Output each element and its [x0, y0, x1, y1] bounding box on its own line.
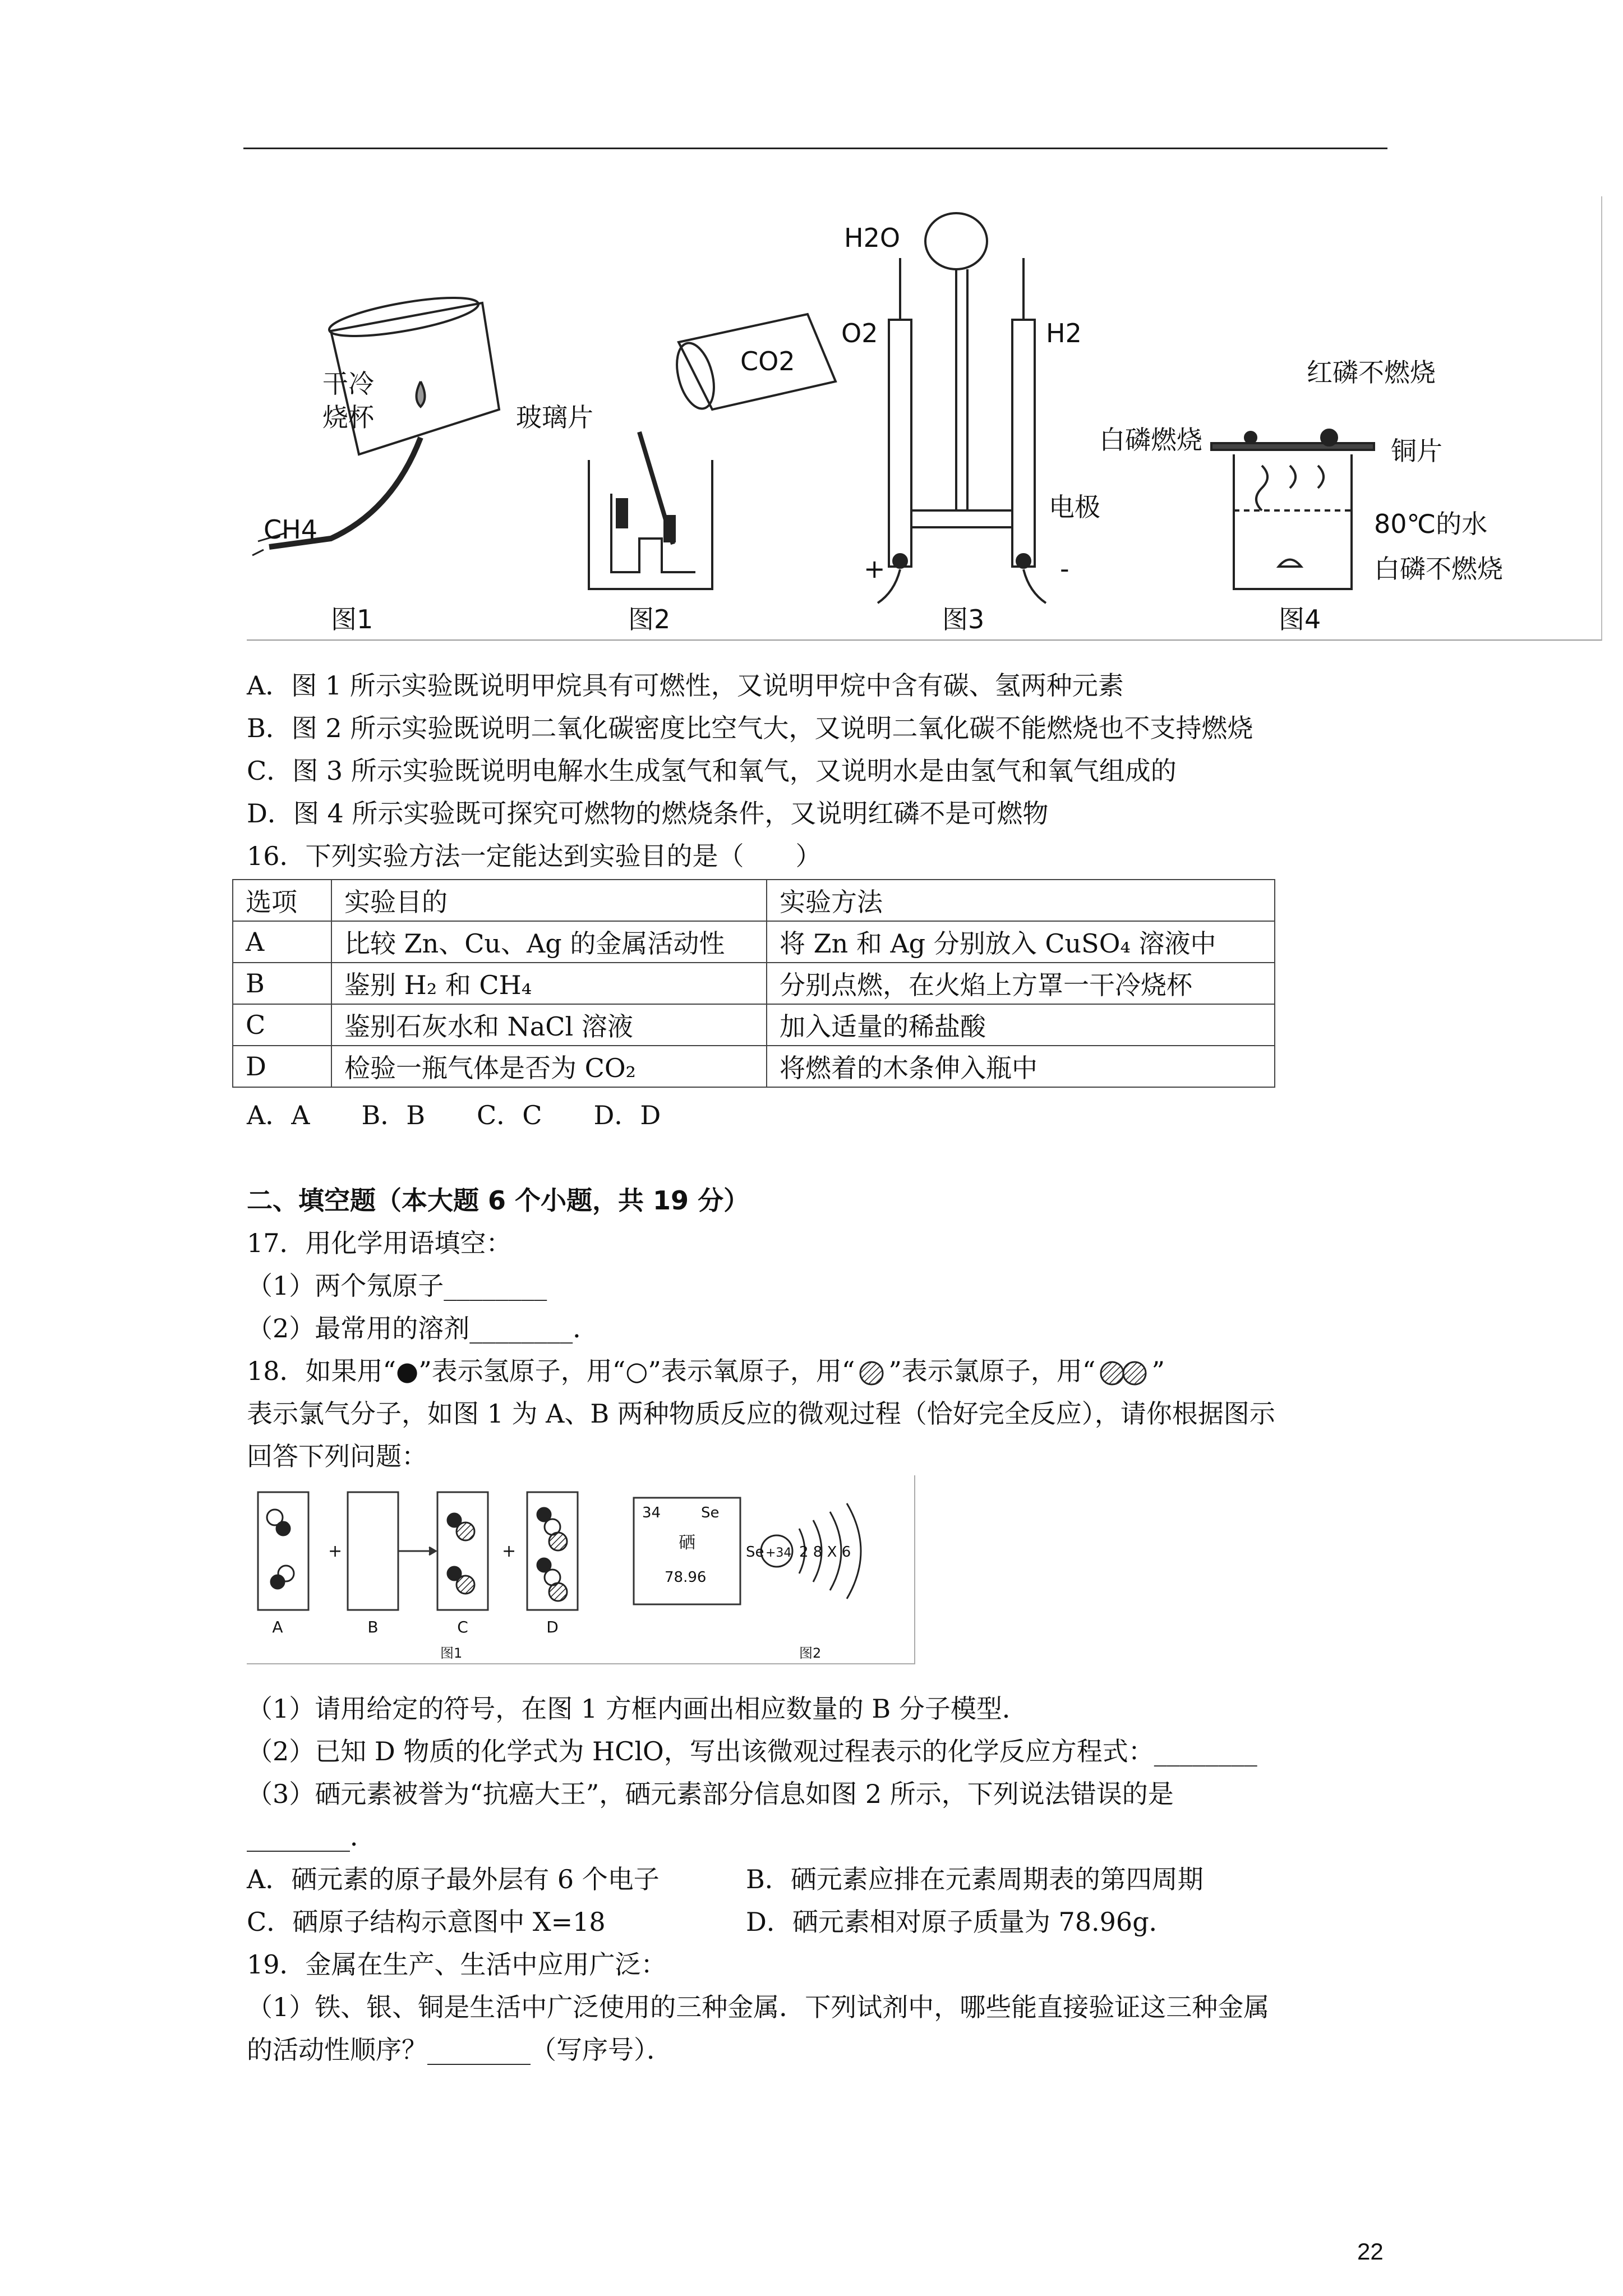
q17-part2: （2）最常用的溶剂________． — [247, 1313, 599, 1343]
fig-plus-1: + — [328, 1542, 343, 1561]
label-plus: + — [864, 554, 886, 584]
q15-option-b: B．图 2 所示实验既说明二氧化碳密度比空气大，又说明二氧化碳不能燃烧也不支持燃烧 — [247, 713, 1253, 743]
q18-line2: 表示氯气分子，如图 1 为 A、B 两种物质反应的微观过程（恰好完全反应），请你根据图示 — [247, 1398, 1275, 1429]
chlorine-molecule-icon — [1095, 1359, 1151, 1387]
experiment-figure — [247, 196, 1602, 641]
page-number: 22 — [1357, 2238, 1384, 2265]
label-water80: 80℃的水 — [1374, 509, 1488, 539]
label-copper: 铜片 — [1391, 436, 1442, 466]
q18-option-d: D．硒元素相对原子质量为 78.96g． — [746, 1907, 1175, 1937]
se-symbol-card: Se — [701, 1504, 720, 1521]
fig-label-a: A — [272, 1618, 283, 1636]
table-row — [233, 1046, 1275, 1087]
chlorine-atom-icon — [855, 1359, 888, 1387]
table-cell: D — [233, 1046, 331, 1087]
q19-part1-b: 的活动性顺序？________（写序号）． — [247, 2035, 672, 2065]
label-red-p-no-burn: 红磷不燃烧 — [1307, 357, 1436, 388]
q18-line1 — [247, 1354, 1165, 1388]
label-co2: CO2 — [740, 346, 795, 376]
q18-line3: 回答下列问题： — [247, 1441, 427, 1471]
table-row — [233, 1004, 1275, 1046]
q16-options: A．A B．B C．C D．D — [247, 1100, 661, 1130]
caption-fig3: 图3 — [942, 604, 985, 634]
table-cell: B — [233, 963, 331, 1004]
table-cell: 将燃着的木条伸入瓶中 — [767, 1046, 1275, 1087]
se-mass: 78.96 — [665, 1569, 707, 1586]
table-cell: 加入适量的稀盐酸 — [767, 1004, 1275, 1046]
table-row — [233, 963, 1275, 1004]
se-atomic-number: 34 — [642, 1504, 661, 1521]
q16-stem: 16．下列实验方法一定能达到实验目的是（ ） — [247, 841, 822, 871]
fig-label-b: B — [367, 1618, 379, 1636]
q19-stem: 19．金属在生产、生活中应用广泛： — [247, 1949, 667, 1980]
table-header-cell: 实验方法 — [767, 880, 1275, 921]
caption-fig1: 图1 — [331, 604, 374, 634]
q18-part3: （3）硒元素被誉为“抗癌大王”，硒元素部分信息如图 2 所示，下列说法错误的是 — [247, 1779, 1174, 1809]
fig-plus-2: + — [502, 1542, 517, 1561]
experiment-figure-svg — [247, 196, 1601, 639]
table-cell: 鉴别 H₂ 和 CH₄ — [331, 963, 767, 1004]
reaction-figure-svg — [247, 1475, 914, 1663]
reaction-figure — [247, 1475, 915, 1664]
q18-line1-a: 18．如果用“●”表示氢原子，用“○”表示氧原子，用“ — [247, 1356, 855, 1386]
q18-part2: （2）已知 D 物质的化学式为 HClO，写出该微观过程表示的化学反应方程式：________ — [247, 1736, 1257, 1766]
label-glass-plate: 玻璃片 — [516, 402, 593, 432]
q18-line1-b: ”表示氯原子，用“ — [888, 1356, 1096, 1386]
q18-option-b: B．硒元素应排在元素周期表的第四周期 — [746, 1864, 1204, 1894]
label-white-p-no-burn: 白磷不燃烧 — [1374, 554, 1503, 584]
label-ch4: CH4 — [264, 514, 317, 545]
fig2-caption-2: 图2 — [799, 1645, 822, 1661]
table-header-row — [233, 880, 1275, 921]
q17-part1: （1）两个氖原子________ — [247, 1271, 547, 1301]
label-h2o: H2O — [844, 223, 901, 253]
fig-label-c: C — [457, 1618, 468, 1636]
q18-option-a: A．硒元素的原子最外层有 6 个电子 — [247, 1864, 660, 1894]
section-heading: 二、填空题（本大题 6 个小题，共 19 分） — [247, 1185, 750, 1216]
fig2-caption-1: 图1 — [440, 1645, 463, 1661]
table-cell: 分别点燃，在火焰上方罩一干冷烧杯 — [767, 963, 1275, 1004]
fig2-beaker-drawing — [589, 314, 836, 589]
table-cell: 将 Zn 和 Ag 分别放入 CuSO₄ 溶液中 — [767, 921, 1275, 963]
table-cell: C — [233, 1004, 331, 1046]
header-rule — [243, 148, 1387, 149]
fig4-combustion-drawing — [1211, 430, 1374, 589]
table-header-cell: 选项 — [233, 880, 331, 921]
q15-option-c: C．图 3 所示实验既说明电解水生成氢气和氧气，又说明水是由氢气和氧气组成的 — [247, 756, 1177, 786]
fig-label-d: D — [546, 1618, 559, 1636]
label-minus: - — [1060, 554, 1069, 584]
q18-part1: （1）请用给定的符号，在图 1 方框内画出相应数量的 B 分子模型． — [247, 1694, 1028, 1724]
label-o2: O2 — [841, 318, 878, 348]
se-nucleus: +34 — [766, 1546, 792, 1560]
q19-part1-a: （1）铁、银、铜是生活中广泛使用的三种金属．下列试剂中，哪些能直接验证这三种金属 — [247, 1992, 1270, 2022]
table-cell: 鉴别石灰水和 NaCl 溶液 — [331, 1004, 767, 1046]
se-name: 硒 — [679, 1533, 695, 1553]
table-cell: A — [233, 921, 331, 963]
table-header-cell: 实验目的 — [331, 880, 767, 921]
se-atom-symbol: Se — [746, 1544, 764, 1561]
q16-table — [232, 879, 1275, 1088]
q18-line1-c: ” — [1151, 1356, 1165, 1386]
table-cell: 检验一瓶气体是否为 CO₂ — [331, 1046, 767, 1087]
q18-option-c: C．硒原子结构示意图中 X=18 — [247, 1907, 606, 1937]
caption-fig4: 图4 — [1279, 604, 1321, 634]
q17-stem: 17．用化学用语填空： — [247, 1228, 512, 1258]
table-cell: 比较 Zn、Cu、Ag 的金属活动性 — [331, 921, 767, 963]
label-electrode: 电极 — [1049, 492, 1100, 522]
se-shells: 2 8 X 6 — [799, 1544, 851, 1561]
label-white-p-burn: 白磷燃烧 — [1099, 425, 1202, 455]
label-cold-beaker-2: 烧杯 — [322, 402, 374, 432]
fig3-electrolysis-drawing — [878, 213, 1046, 603]
label-h2: H2 — [1046, 318, 1082, 348]
label-cold-beaker-1: 干冷 — [322, 369, 374, 399]
caption-fig2: 图2 — [628, 604, 671, 634]
table-row — [233, 921, 1275, 963]
q18-part3-blank: ________． — [247, 1821, 376, 1852]
q15-option-a: A．图 1 所示实验既说明甲烷具有可燃性，又说明甲烷中含有碳、氢两种元素 — [247, 670, 1124, 701]
q15-option-d: D．图 4 所示实验既可探究可燃物的燃烧条件，又说明红磷不是可燃物 — [247, 798, 1049, 829]
